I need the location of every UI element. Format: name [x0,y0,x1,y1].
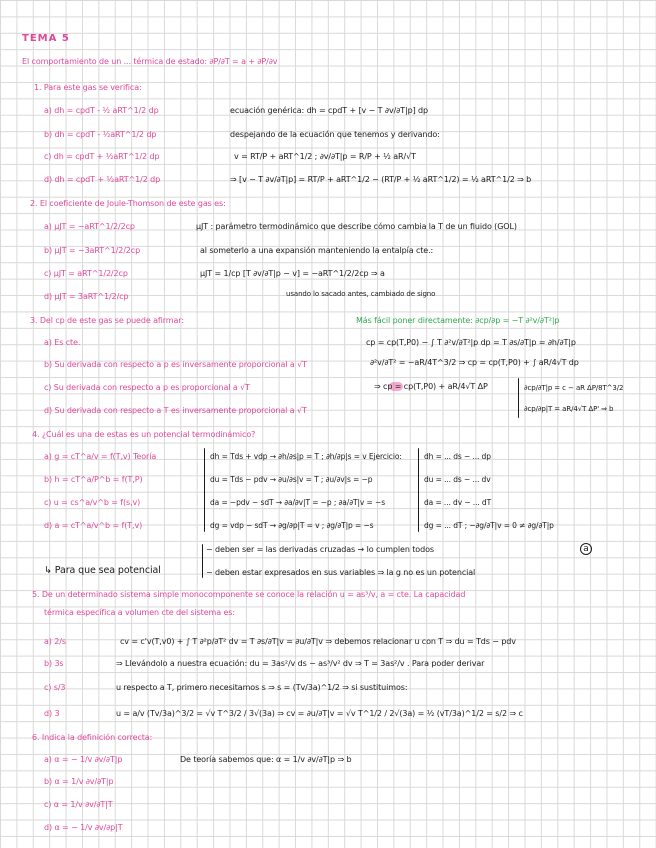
q4-exercise-line: da = ... dv − ... dT [424,498,492,507]
brace [202,544,203,578]
q4-option-a: a) g = cT^a/v = f(T,v) Teoría [44,452,157,461]
q1-option-a: a) dh = cpdT - ½ aRT^1/2 dp [44,106,159,115]
q1-work-line: ecuación genérica: dh = cpdT + [v − T ∂v/∂T|p] dp [230,106,428,115]
q6-option-d: d) α = − 1/v ∂v/∂p|T [44,823,123,832]
q1-option-c: c) dh = cpdT + ½aRT^1/2 dp [44,152,160,161]
q5-work-line: u = a/v (Tv/3a)^3/2 = √v T^3/2 / 3√(3a) ⇒ cv = ∂u/∂T|v = √v T^1/2 / 2√(3a) = ½ (vT/3a)^1/2 = s/2 ⇒ c [116,709,523,718]
q4-answer-circle: a [580,543,592,555]
q4-theory-line: du = Tds − pdv → ∂u/∂s|v = T ; ∂u/∂v|s = −p [210,475,373,484]
q4-conclusion-line: − deben estar expresados en sus variables ⇒ la g no es un potencial [206,568,476,577]
q6-option-b: b) α = 1/v ∂v/∂T|p [44,777,114,786]
q3-stem: 3. Del cp de este gas se puede afirmar: [30,316,184,325]
q2-work-line: μJT : parámetro termodinámico que describe cómo cambia la T de un fluido (GOL) [196,222,517,231]
q5-work-line: ⇒ Llevándolo a nuestra ecuación: du = 3as²/v ds − as³/v² dv ⇒ T = 3as²/v . Para poder derivar [116,659,485,668]
page-title: TEMA 5 [22,33,70,44]
q2-option-d: d) μJT = 3aRT^1/2/cp [44,292,129,301]
q4-option-b: b) h = cT^a/P^b = f(T,P) [44,475,143,484]
q3-work-line: ⇒ cp = cp(T,P0) + aR/4√T ΔP [374,382,488,391]
q5-work-line: u respecto a T, primero necesitamos s ⇒ s = (Tv/3a)^1/2 ⇒ si sustituimos: [116,683,408,692]
q3-work-line: cp = cp(T,P0) − ∫ T ∂²v/∂T²|p dp = T ∂s/∂T|p = ∂h/∂T|p [366,338,576,347]
q4-option-c: c) u = cs^a/v^b = f(s,v) [44,498,141,507]
q5-option-b: b) 3s [44,659,64,668]
q3-green-note: Más fácil poner directamente: ∂cp/∂p = −T ∂²v/∂T²|p [356,316,560,325]
q4-option-d: d) a = cT^a/v^b = f(T,v) [44,521,143,530]
q3-option-c: c) Su derivada con respecto a p es proporcional a √T [44,383,250,392]
q4-exercise-line: dg = ... dT ; −∂g/∂T|v = 0 ≠ ∂g/∂T|p [424,521,554,530]
q1-work-line: despejando de la ecuación que tenemos y derivando: [230,130,440,139]
q2-work-note: usando lo sacado antes, cambiado de signo [286,290,436,298]
q4-theory-line: dg = vdp − sdT → ∂g/∂p|T = v ; ∂g/∂T|p = −s [210,521,374,530]
q3-work-line: ∂cp/∂p|T = aR/4√T ΔP' ⇒ b [524,405,614,413]
q3-option-b: b) Su derivada con respecto a p es inversamente proporcional a √T [44,360,307,369]
q3-work-line: ∂cp/∂T|p = c − aR ΔP/8T^3/2 [524,384,624,392]
q2-option-b: b) μJT = −3aRT^1/2/2cp [44,246,141,255]
q1-option-d: d) dh = cpdT + ½aRT^1/2 dp [44,175,161,184]
q2-option-c: c) μJT = aRT^1/2/2cp [44,269,128,278]
q4-theory-line: dh = Tds + vdp → ∂h/∂s|p = T ; ∂h/∂p|s = v Ejercicio: [210,452,402,461]
q4-exercise-line: dh = ... ds − ... dp [424,452,491,461]
section-subtitle: El comportamiento de un ... térmica de estado: ∂P/∂T = a + ∂P/∂v [22,57,278,66]
q4-theory-line: da = −pdv − sdT → ∂a/∂v|T = −p ; ∂a/∂T|v = −s [210,498,385,507]
q1-option-b: b) dh = cpdT - ½aRT^1/2 dp [44,130,157,139]
q1-work-line: v = RT/P + aRT^1/2 ; ∂v/∂T|p = R/P + ½ aR/√T [234,152,416,161]
q3-option-d: d) Su derivada con respecto a T es inversamente proporcional a √T [44,406,307,415]
q3-option-a: a) Es cte. [44,338,81,347]
q1-work-line: ⇒ [v − T ∂v/∂T|p] = RT/P + aRT^1/2 − (RT/P + ½ aRT^1/2) = ½ aRT^1/2 ⇒ b [230,175,532,184]
q4-exercise-line: du = ... ds − ... dv [424,475,491,484]
q6-option-c: c) α = 1/v ∂v/∂T|T [44,800,113,809]
q2-option-a: a) μJT = −aRT^1/2/2cp [44,222,135,231]
q6-stem: 6. Indica la definición correcta: [32,733,153,742]
brace [518,378,519,418]
q2-work-line: μJT = 1/cp [T ∂v/∂T|p − v] = −aRT^1/2/2cp ⇒ a [200,269,385,278]
q4-stem: 4. ¿Cuál es una de estas es un potencial termodinámico? [32,430,256,439]
brace [204,448,205,532]
q5-option-a: a) 2/s [44,637,66,646]
q5-work-line: cv = c'v(T,v0) + ∫ T ∂²p/∂T² dv = T ∂s/∂T|v = ∂u/∂T|v ⇒ debemos relacionar u con T ⇒ du = Tds − pdv [120,637,516,646]
brace [418,448,419,532]
q4-conclusion-line: ↳ Para que sea potencial [44,565,161,576]
q6-work: De teoría sabemos que: α = 1/v ∂v/∂T|p ⇒ b [180,755,352,764]
q1-stem: 1. Para este gas se verifica: [34,83,142,92]
q5-option-c: c) s/3 [44,683,66,692]
q6-option-a: a) α = − 1/v ∂v/∂T|p [44,755,123,764]
q5-option-d: d) 3 [44,709,60,718]
q2-stem: 2. El coeficiente de Joule-Thomson de este gas es: [30,199,226,208]
q4-conclusion-line: − deben ser = las derivadas cruzadas → lo cumplen todos [206,545,434,554]
q5-stem-line2: térmica específica a volumen cte del sistema es: [44,608,235,617]
q5-stem: 5. De un determinado sistema simple monocomponente se conoce la relación u = as³/v, a = cte. La capacidad [32,590,466,599]
q3-work-line: ∂²v/∂T² = −aR/4T^3/2 ⇒ cp = cp(T,P0) + ∫ aR/4√T dp [370,358,579,367]
q2-work-line: al someterlo a una expansión manteniendo la entalpía cte.: [200,246,434,255]
